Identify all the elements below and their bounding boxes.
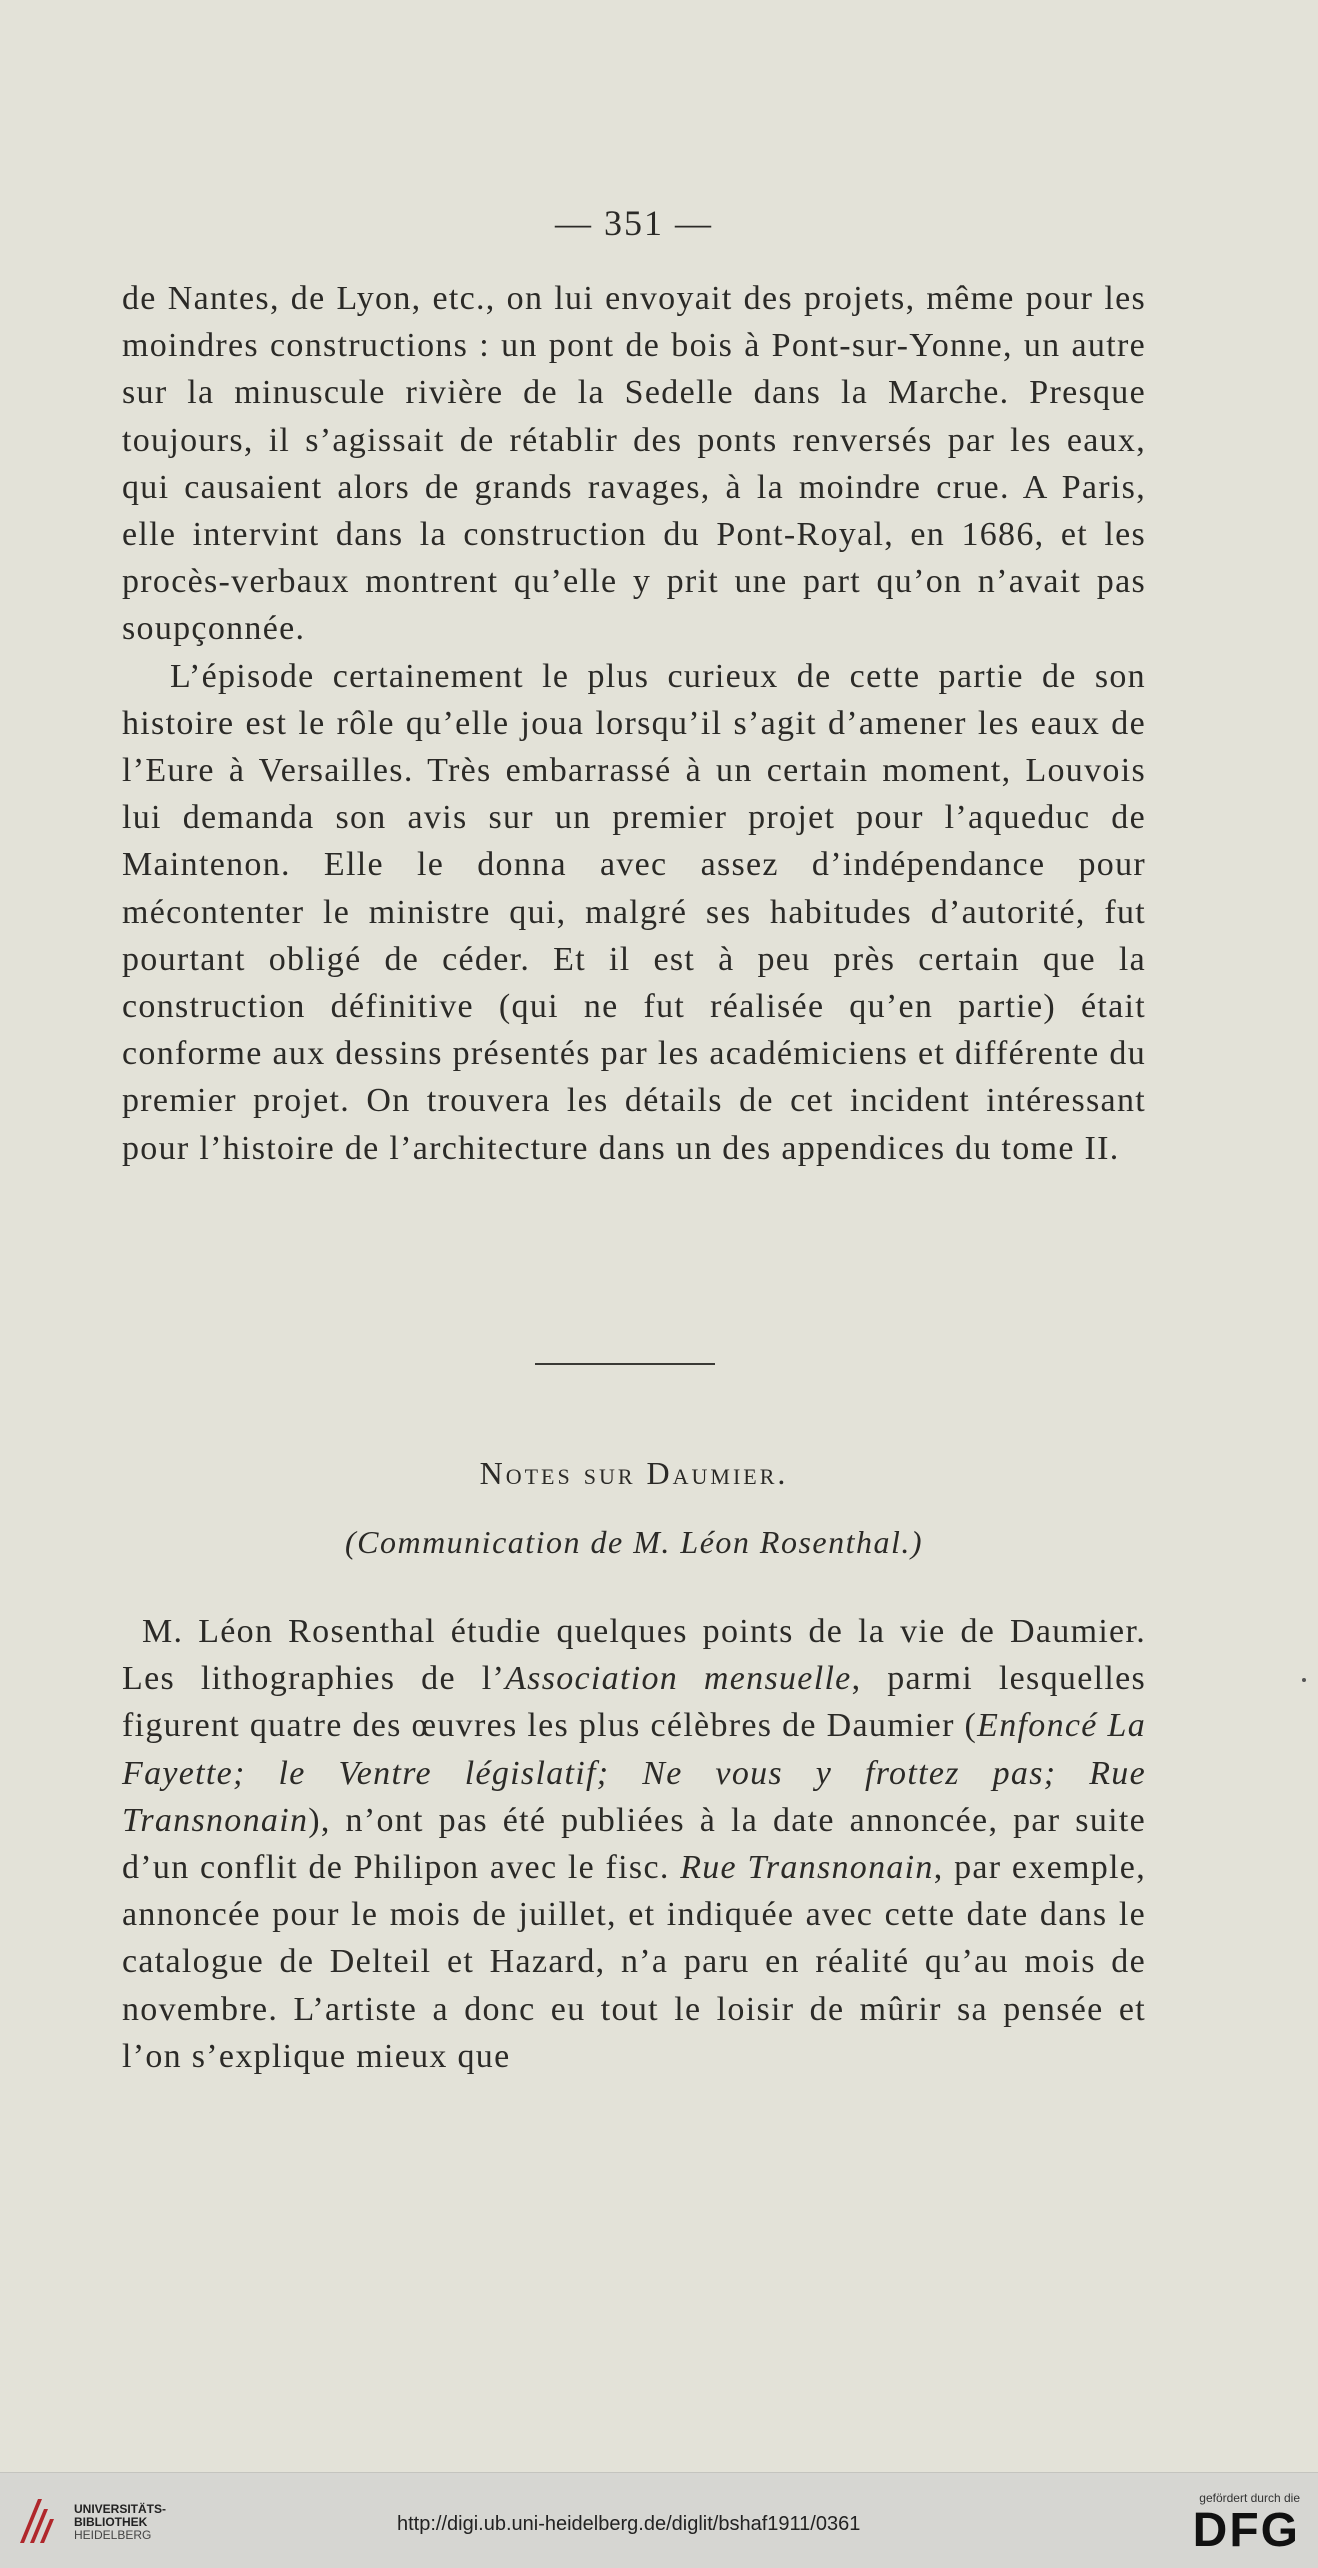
paragraph-aqueduc: L’épisode certainement le plus curieux de cette partie de son histoire est le rôle qu’elle joua lorsqu’il s’agit d’amener les eaux de l’Eure à Versailles. Très embarrassé à un certain moment, Louvois lui demanda son avis sur un premier projet pour l’aqueduc de Maintenon. Elle le donna avec assez d’indépendance pour mécontenter le ministre qui, malgré ses habitudes d’autorité, fut pourtant obligé de céder. Et il est à peu près certain que la construction définitive (qui ne fut réalisée qu’en partie) était conforme aux dessins présentés par les académiciens et différente du premier projet. On trouvera les détails de cet incident intéressant pour l’histoire de l’architecture dans un des appendices du tome II. [122, 657, 1146, 1167]
section-title: Notes sur Daumier. [479, 1455, 789, 1491]
text-run: , parmi lesquelles figurent quatre des œuvres les plus célèbres de Daumier ( [122, 1660, 1146, 1745]
paragraph-daumier [122, 1608, 1146, 2080]
dfg-logo: DFG [1192, 2504, 1300, 2557]
text-run: ), n’ont pas été publiées à la date annoncée, par suite d’un conflit de Philipon avec le fisc. [122, 1801, 1146, 1887]
section-subtitle: (Communication de M. Léon Rosenthal.) [344, 1524, 924, 1560]
text-run: , par exemple, annoncée pour le mois de juillet, et indiquée avec cette date dans le catalogue de Delteil et Hazard, n’a paru en réalité qu’au mois de novembre. L’artiste a donc eu tout le loisir de mûrir sa pensée et l’on s’explique mieux que [122, 1849, 1146, 2075]
text-run: M. Léon Rosenthal étudie quelques points de la vie de Daumier. Les lithographies de l’ [122, 1613, 1146, 1698]
section-divider [535, 1363, 715, 1365]
italic-title: Association mensuelle [505, 1660, 852, 1698]
institution-name [74, 2503, 166, 2542]
text-block-top [122, 275, 1146, 1172]
institution-line: UNIVERSITÄTS- [74, 2502, 167, 2516]
institution-line: BIBLIOTHEK [74, 2515, 148, 2529]
italic-title: Enfoncé La Fayette; le Ventre législatif; Ne vous y frottez pas; Rue Transnonain [122, 1707, 1146, 1839]
paragraph-continued: de Nantes, de Lyon, etc., on lui envoyait des projets, même pour les moindres constructions : un pont de bois à Pont-sur-Yonne, un autre sur la minuscule rivière de la Sedelle dans la Marche. Presque toujours, il s’agissait de rétablir des ponts renversés par les eaux, qui causaient alors de grands ravages, à la moindre crue. A Paris, elle intervint dans la construction du Pont-Royal, en 1686, et les procès-verbaux montrent qu’elle y prit une part qu’on n’avait pas soupçonnée. [122, 280, 1146, 648]
text-block-bottom [122, 1608, 1146, 2080]
heidelberg-library-logo-icon [12, 2491, 64, 2551]
digitization-footer [0, 2472, 1318, 2568]
permalink-url[interactable]: http://digi.ub.uni-heidelberg.de/diglit/bshaf1911/0361 [397, 2513, 861, 2535]
funder-note: gefördert durch die [1199, 2491, 1300, 2505]
institution-line: HEIDELBERG [74, 2528, 152, 2542]
page-number: — 351 — [555, 203, 713, 243]
paper-speck [1302, 1678, 1306, 1682]
funder-credit [1193, 2491, 1300, 2557]
italic-title: Rue Transnonain [680, 1849, 934, 1887]
